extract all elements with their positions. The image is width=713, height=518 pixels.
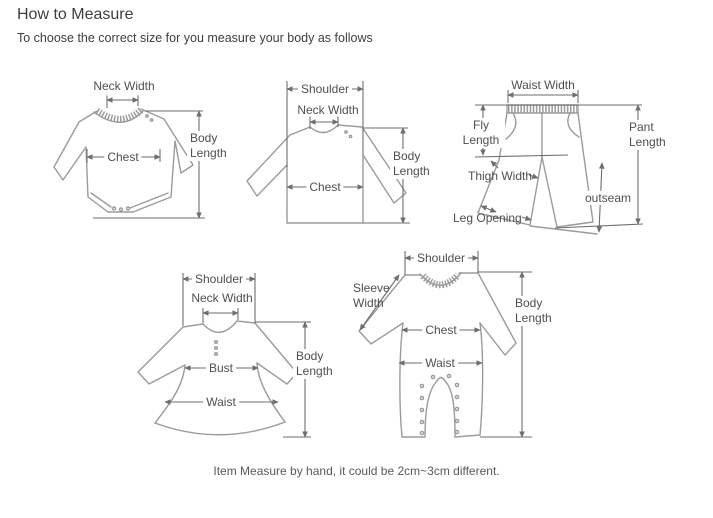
- page-title: How to Measure: [17, 6, 134, 23]
- dress-diagram: [125, 265, 340, 453]
- romper-sleeve-width-label: Sleeve Width: [353, 281, 390, 310]
- measure-disclaimer: Item Measure by hand, it could be 2cm~3cm different.: [213, 464, 500, 478]
- top-garment: [247, 125, 406, 223]
- pants-leg-opening-label: Leg Opening: [453, 211, 522, 225]
- romper-measure-lines: [360, 251, 532, 437]
- pants-pant-length-label: Pant Length: [626, 120, 676, 150]
- pants-diagram: [450, 70, 710, 245]
- top-body-length-label: Body Length: [390, 149, 438, 179]
- romper-waist-label: Waist: [422, 356, 458, 370]
- dress-garment: [138, 321, 297, 435]
- romper-line-art: [345, 245, 560, 450]
- top-shoulder-label: Shoulder: [298, 82, 352, 96]
- top-diagram: [245, 75, 450, 237]
- dress-shoulder-label: Shoulder: [192, 272, 246, 286]
- top-neck-width-label: Neck Width: [297, 102, 359, 117]
- romper-chest-label: Chest: [422, 323, 459, 337]
- bodysuit-neck-width-label: Neck Width: [93, 78, 155, 93]
- pants-outseam-label: outseam: [582, 191, 634, 205]
- dress-waist-label: Waist: [203, 395, 239, 409]
- romper-shoulder-label: Shoulder: [414, 251, 468, 265]
- dress-bust-label: Bust: [206, 361, 236, 375]
- pants-fly-length-label: Fly Length: [457, 118, 505, 148]
- romper-body-length-label: Body Length: [512, 296, 560, 326]
- top-chest-label: Chest: [306, 180, 343, 194]
- dress-neck-width-label: Neck Width: [191, 290, 253, 305]
- dress-body-length-label: Body Length: [293, 349, 341, 379]
- bodysuit-body-length-label: Body Length: [187, 131, 235, 161]
- pants-waist-width-label: Waist Width: [511, 77, 575, 92]
- romper-diagram: [345, 245, 560, 450]
- pants-thigh-width-label: Thigh Width: [468, 169, 533, 183]
- bodysuit-diagram: [35, 70, 230, 230]
- bodysuit-chest-label: Chest: [104, 150, 141, 164]
- page-subtitle: To choose the correct size for you measure your body as follows: [17, 31, 373, 45]
